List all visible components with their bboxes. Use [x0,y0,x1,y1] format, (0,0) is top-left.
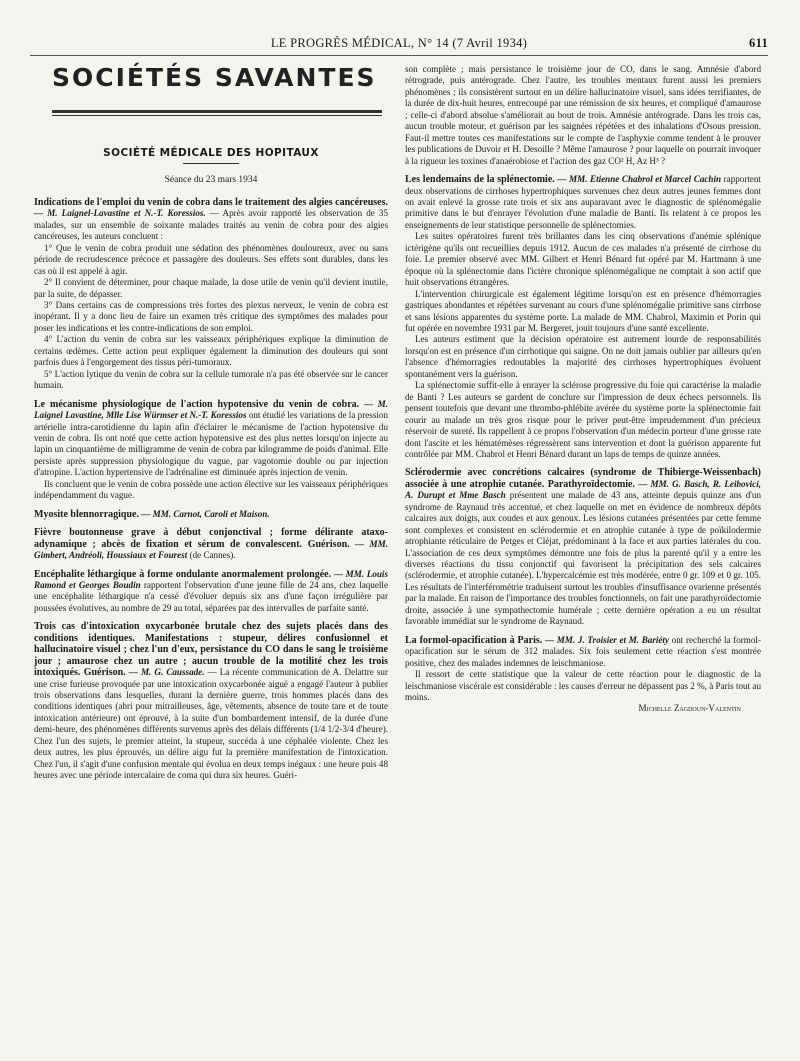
communication-title: Indications de l'emploi du venin de cobra dans le traitement des algies cancéreuses. [34,196,388,208]
right-column [405,64,761,715]
running-title: LE PROGRÈS MÉDICAL, N° 14 (7 Avril 1934) [270,36,528,50]
body-paragraph [405,289,761,335]
communication-paragraph [405,467,761,627]
communication-authors: — MM. Louis Ramond et Georges Boudin [34,568,388,590]
body-paragraph [34,300,388,334]
communication-title: Encéphalite léthargique à forme ondulante anormalement prolongée. [34,568,332,580]
paragraph-text: — Après avoir rapporté les observation de 35 malades, sur un ensemble de soixante malades traités au venin de cobra pour des algies cancéreuses, les auteurs concluent : [34,208,389,242]
body-paragraph [34,479,388,502]
rubric-rule-thin [52,115,382,116]
communication-authors: — MM. Gimbert, Andréoli, Houssiaux et Fourest [34,538,388,561]
communication-paragraph [34,621,388,781]
paragraph-text: son complète ; mais persistance le troisième jour de CO, dans le sang. Amnésie d'abord rétrograde, puis antérograde. Chez l'autre, les troubles mentaux furent aussi les premiers phénomènes ; ils consistèrent surtout en un délire hallucinatoire visuel, sans idées terrifiantes, de la durée de dix-huit heures, entrecoupé par une rémission de six heures, et compliqué d'amaurose ; celle-ci d'abord absolue s'améliorait au bout de trois. Amnésie antérograde. Dans les trois cas, aucun trouble moteur, et guérison par les saignées répétées et des inhalations d'Osous pression. Faut-il mettre toutes ces manifestations sur le compte de l'asphyxie comme tendent à le prouver les publications de Duvoir et H. Desoille ? Même l'amaurose ? pour laquelle on pourrait invoquer à la rigueur les toxines d'anaérobiose et l'action des gaz CO² H, Az H³ ? [405,64,761,166]
body-paragraph [405,334,761,380]
body-paragraph [405,231,761,288]
paragraph-text: La splénectomie suffit-elle à enrayer la sclérose progressive du foie qui caractérise la maladie de Banti ? Les auteurs se gardent de conclure sur l'impression de deux échecs personnels. Ils pensent toutefois que devant une thrombo-phlébite avérée du système porte la splénectomie fait courir au malade un très gros risque pour le priver peut-être imprudemment d'un précieux réservoir de sureté. Ils rappellent à ce propos l'observation d'un médecin porteur d'une grosse rate dont l'ascite et les hématémèses régressèrent sans intervention et dont la guérison apparente fut contrôlée par MM. Chabrol et Henri Bénard durant un laps de temps de quinze années. [405,380,761,459]
communication-paragraph [34,527,388,561]
paragraph-text: Il ressort de cette statistique que la valeur de cette réaction pour le diagnostic de la leischmaniose viscérale est considérable : les causes d'erreur ne dépassent pas 2 %, à Paris tout au moins. [405,669,761,703]
left-column-body [34,197,388,782]
body-paragraph [34,277,388,300]
communication-title: Sclérodermie avec concrétions calcaires (syndrome de Thibierge-Weissenbach) associée à une atrophie cutanée. Parathyroïdectomie. [405,467,761,490]
communication-title: Trois cas d'intoxication oxycarbonée brutale chez des sujets placés dans des conditions identiques. Manifestations : stupeur, délires confusionnel et hallucinatoire visuel ; chez l'un d'eux, persistance du CO dans le sang le troisième jour ; amaurose chez un autre ; aucun trouble de la motilité chez les trois intoxiqués. Guérison. [34,621,388,679]
paragraph-text: ont étudié les variations de la pression artérielle intra-carotidienne du lapin afin d'éclairer le mécanisme de l'action hypotensive du venin de cobra. Ils ont noté que cette action hypotensive est des plus nettes lorsqu'on injecte au lapin un cinquantième de milligramme de venin de cobra par kilogramme de poids d'animal. Elle persiste après suppression physiologique du vague, par vagotomie double ou par injection d'atropine. L'action hypertensive de l'adrénaline est diminuée après injection de venin. [34,410,388,478]
communication-title: Fièvre boutonneuse grave à début conjonctival ; forme délirante ataxo-adynamique ; abcès de fixation et sérum de convalescent. Guérison. [34,527,388,550]
communication-title: Le mécanisme physiologique de l'action hypotensive du venin de cobra. [34,398,360,410]
paragraph-text: (de Cannes). [189,550,236,561]
author-signature: Michelle Zagdoun-Valentin [638,703,741,714]
body-paragraph [34,334,388,368]
communication-paragraph [405,174,761,231]
running-header [30,36,768,52]
communication-paragraph [34,399,388,479]
communication-authors: — MM. J. Troisier et M. Bariéty [544,634,669,645]
paragraph-text: L'intervention chirurgicale est également légitime lorsqu'on est en présence d'hémorragies gastriques abondantes et répétées survenant au cours d'une splénomégalie primitive sans cirrhose et sans lésions apparentes du système porte. La malade de MM. Chabrol, Maximin et Porin qui fut opérée en novembre 1931 par M. Bergeret, jouit toujours d'une santé excellente. [405,288,761,333]
body-paragraph [405,64,761,167]
paragraph-text: 4° L'action du venin de cobra sur les vaisseaux périphériques explique la diminution de certains œdèmes. Cette action peut expliquer également la diminution des douleurs qui sont parfois dues à l'engorgement des tissus péri-tumoraux. [34,334,388,368]
communication-paragraph [405,635,761,669]
page-number: 611 [749,36,768,50]
paragraph-text: 2° Il convient de déterminer, pour chaque malade, la dose utile de venin qu'il devient inutile, par la suite, de dépasser. [34,277,388,299]
communication-authors: — MM. G. Basch, R. Leibovici, A. Durupt et Mme Basch [405,478,761,501]
section-rubric: SOCIÉTÉS SAVANTES [52,63,377,92]
communication-paragraph [34,197,388,243]
communication-title: La formol-opacification à Paris. [405,634,543,646]
communication-authors: — M. Laignel Lavastine, Mlle Lise Würmser et N.-T. Koressios [34,398,388,421]
communication-authors: — MM. Etienne Chabrol et Marcel Cachin [557,174,722,185]
rubric-rule [52,110,382,113]
paragraph-text: 1° Que le venin de cobra produit une sédation des phénomènes douloureux, avec ou sans période de recrudescence précoce et passagère des douleurs. Ses effets sont durables, dans les cas où il est appelé à agir. [34,242,388,276]
communication-authors: — MM. Carnot, Caroli et Maison. [141,508,270,519]
paragraph-text: rapportent l'observation d'une jeune fille de 24 ans, chez laquelle une encéphalite léthargique n'a cessé d'évoluer depuis six ans d'une façon irrégulière par poussées évolutives, au nombre de 29 au total, séparées par des intervalles de parfaite santé. [34,579,388,613]
paragraph-text: ont recherché la formol-opacification sur le sérum de 312 malades. Six fois seulement cette réaction s'est montrée positive, chez des malades indemnes de leischmaniose. [405,634,761,668]
paragraph-text: présentent une malade de 43 ans, atteinte depuis quinze ans d'un syndrome de Raynaud très accentué, et chez laquelle on met en évidence de nombreux dépôts calcaires aux doigts, aux coudes et aux genoux. Les lésions cutanées présentées par cette femme sont complexes et consistent en sclérodermie et en atrophie cutanée à type de poïkilodermie atrophiante réticulaire de Petges et Cléjat, prédominant à la face et aux parties latérales du cou. L'association de ces deux symptômes démontre une fois de plus la parenté qu'il y a entre les diverses réactions du tissu conjonctif qui favorisent la précipitation des sels calcaires (sclérodermie, et atrophie cutanée). L'hypercalcémie est très modérée, entre 0 gr. 109 et 0 gr. 105. Les résultats de l'interférométrie traduisent surtout les troubles d'insuffisance ovarienne présentés par la malade. En raison de l'importance des troubles fonctionnels, on fait une parathyroïdectomie droite, associée à une sympathectomie humérale ; cette dernière opération a eu un résultat favorable immédiat sur le syndrome de Raynaud. [405,490,761,627]
body-paragraph [34,243,388,277]
left-column [34,64,388,782]
seance-date: Séance du 23 mars 1934 [164,175,258,186]
communication-paragraph [34,509,388,520]
communication-authors: — M. Laignel-Lavastine et N.-T. Koressios. [34,208,206,219]
paragraph-text: Les suites opératoires furent très brillantes dans les cinq observations d'anémie splénique ictérigène qu'ils ont recueillies depuis 1912. Aucun de ces malades n'a présenté de cirrhose du foie. Le premier observé avec MM. Gilbert et Henri Bénard fut opéré par M. Hartmann à une époque où la splénectomie dans l'ictère chronique splénomégalique ne comptait à son actif que huit observations étrangères. [405,231,761,288]
paragraph-text: 3° Dans certains cas de compressions très fortes des plexus nerveux, le venin de cobra est inopérant. Il y a donc lieu de faire un examen très critique des symptômes des malades pour poser les indications et les contre-indications de son emploi. [34,299,388,333]
society-rule [183,163,239,164]
body-paragraph [34,369,388,392]
paragraph-text: — La récente communication de A. Delattre sur une crise furieuse provoquée par une intoxication oxycarbonée aiguë a engagé l'auteur à publier trois observations dans lesquelles, durant la dernière guerre, trois hommes placés dans des conditions identiques (abri pour mitrailleuses, âge, vêtements, absence de toute tare et de toute intoxication antérieure) ont éprouvé, à la suite d'un bombardement intensif, de la durée d'une demi-heure, des phénomènes différents survenus après des délais différents (1/4 1/2-3/4 d'heure). Chez l'un des sujets, le premier atteint, la stupeur, succéda à une céphalée violente. Chez les deux autres, les plus éprouvés, un délire aigu fut la première manifestation de l'intoxication. Chez l'un, il s'agit d'une confusion mentale qui évolua en deux temps inégaux : une heure puis 48 heures avec une période intercalaire de coma qui dura six heures. Guéri- [34,667,388,781]
communication-title: Myosite blennorragique. [34,508,139,520]
communication-title: Les lendemains de la splénectomie. [405,174,555,186]
paragraph-text: 5° L'action lytique du venin de cobra sur la cellule tumorale n'a pas été observée sur le cancer humain. [34,368,388,391]
paragraph-text: rapportent deux observations de cirrhoses hypertrophiques survenues chez deux autres jeunes femmes dont on avait enlevé la grosse rate trois et six ans auparavant avec le diagnostic de splénomégalie primitive dans le but d'enrayer l'évolution d'une maladie de Banti. Ils relatent à ce propos les enseignements de leur statistique personnelle de splénectomies. [405,174,762,230]
communication-authors: — M. G. Caussade. [128,667,205,678]
body-paragraph [405,669,761,703]
right-column-body [405,64,761,703]
communication-paragraph [34,569,388,615]
body-paragraph [405,380,761,460]
paragraph-text: Ils concluent que le venin de cobra possède une action élective sur les vaisseaux périphériques indépendamment du vague. [34,478,388,501]
paragraph-text: Les auteurs estiment que la décision opératoire est autrement lourde de responsabilités lorsqu'on est en présence d'un cirrhotique qui saigne. On ne doit jamais oublier par ailleurs qu'en l'absence d'hémorragies redoutables la majorité des cirrhoses hypertrophiques évoluent spontanément vers la guérison. [405,334,761,379]
header-rule [30,55,768,56]
society-heading: SOCIÉTÉ MÉDICALE DES HOPITAUX [103,147,319,159]
